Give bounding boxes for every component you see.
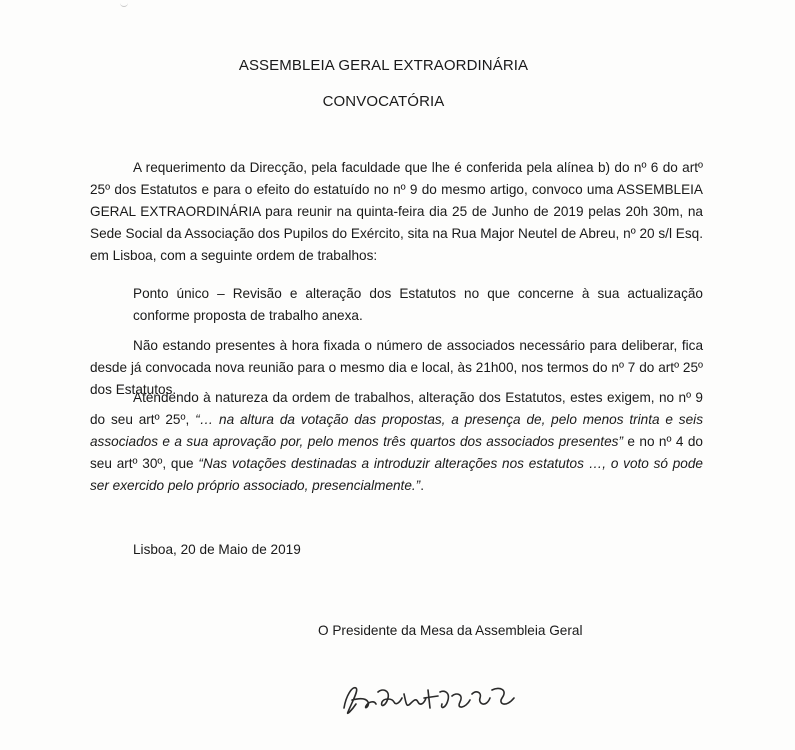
document-subtitle: CONVOCATÓRIA <box>322 93 445 110</box>
paragraph-convocation: A requerimento da Direcção, pela faculdade que lhe é conferida pela alínea b) do nº 6 do artº 25º dos Estatutos e para o efeito do estatuído no nº 9 do mesmo artigo, convoco uma ASSEMBLEIA GERAL EXTRAORDINÁRIA para reunir na quinta-feira dia 25 de Junho de 2019 pelas 20h 30m, na Sede Social da Associação dos Pupilos do Exército, sita na Rua Major Neutel de Abreu, nº 20 s/l Esq. em Lisboa, com a seguinte ordem de trabalhos: <box>90 160 703 263</box>
statute-quote-article-30: “Nas votações destinadas a introduzir alterações nos estatutos …, o voto só pode ser exercido pelo próprio associado, presencialmente.” <box>90 456 703 493</box>
paragraph-quorum-requirements <box>90 387 703 497</box>
paragraph-agenda: Ponto único – Revisão e alteração dos Estatutos no que concerne à sua actualização conforme proposta de trabalho anexa. <box>133 286 703 323</box>
document-title: ASSEMBLEIA GERAL EXTRAORDINÁRIA <box>238 57 529 74</box>
scan-mark <box>120 0 128 7</box>
paragraph-text: Atendendo à natureza da ordem de trabalhos, alteração dos Estatutos, estes exigem, no nº 9 do seu artº 25º, <box>90 390 703 427</box>
place-and-date: Lisboa, 20 de Maio de 2019 <box>133 542 301 557</box>
paragraph-text: . <box>420 478 424 493</box>
signatory-title: O Presidente da Mesa da Assembleia Geral <box>318 623 583 638</box>
handwritten-signature <box>330 668 530 728</box>
paragraph-second-call: Não estando presentes à hora fixada o número de associados necessário para deliberar, fica desde já convocada nova reunião para o mesmo dia e local, às 21h00, nos termos do nº 7 do artº 25º dos Estatutos. <box>90 338 703 397</box>
paragraph-text: e no nº 4 do seu artº 30º, que <box>90 434 703 471</box>
statute-quote-article-25: “… na altura da votação das propostas, a presença de, pelo menos trinta e seis associados e a sua aprovação por, pelo menos três quartos dos associados presentes” <box>90 412 703 449</box>
